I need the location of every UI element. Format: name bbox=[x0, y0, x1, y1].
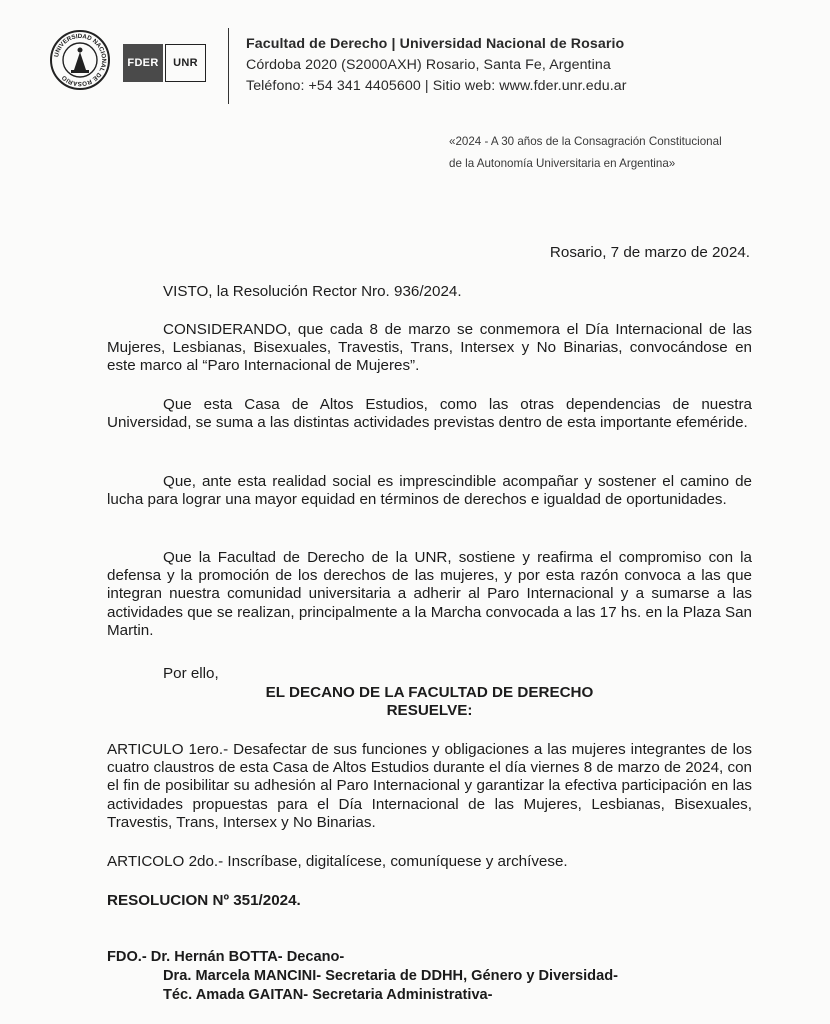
svg-text:UNIVERSIDAD NACIONAL DE ROSARI: UNIVERSIDAD NACIONAL DE ROSARIO bbox=[53, 32, 108, 88]
header-divider bbox=[228, 28, 229, 104]
header-contact: Teléfono: +54 341 4405600 | Sitio web: www.fder.unr.edu.ar bbox=[246, 78, 627, 94]
articulo-2: ARTICOLO 2do.- Inscríbase, digitalícese, comuníquese y archívese. bbox=[107, 853, 568, 870]
motto-line-2: de la Autonomía Universitaria en Argentina» bbox=[449, 157, 676, 170]
paragraph-3: Que, ante esta realidad social es imprescindible acompañar y sostener el camino de lucha para lograr una mayor equidad en términos de derechos e igualdad de oportunidades. bbox=[107, 473, 752, 509]
por-ello: Por ello, bbox=[163, 665, 219, 682]
unr-logo: UNR bbox=[165, 44, 206, 82]
header-institution: Facultad de Derecho | Universidad Nacional de Rosario bbox=[246, 36, 625, 52]
considerando-paragraph: CONSIDERANDO, que cada 8 de marzo se conmemora el Día Internacional de las Mujeres, Lesbianas, Bisexuales, Travestis, Trans, Intersex y No Binarias, convocándose en este marco al “Paro Internacional de Mujeres”. bbox=[107, 321, 752, 375]
signature-secretaria-administrativa: Téc. Amada GAITAN- Secretaria Administrativa- bbox=[163, 987, 493, 1003]
header-address: Córdoba 2020 (S2000AXH) Rosario, Santa Fe, Argentina bbox=[246, 57, 611, 73]
resolucion-number: RESOLUCION Nº 351/2024. bbox=[107, 892, 301, 909]
resuelve-heading: RESUELVE: bbox=[386, 702, 473, 719]
decano-title: EL DECANO DE LA FACULTAD DE DERECHO bbox=[265, 684, 594, 701]
paragraph-4: Que la Facultad de Derecho de la UNR, sostiene y reafirma el compromiso con la defensa y la promoción de los derechos de las mujeres, y por esta razón convoca a las que integran nuestra comunidad universitaria a adherir al Paro Internacional y a sumarse a las actividades que se realizan, principalmente a la Marcha convocada a las 17 hs. en la Plaza San Martin. bbox=[107, 549, 752, 639]
document-date: Rosario, 7 de marzo de 2024. bbox=[549, 244, 750, 261]
signature-secretaria-ddhh: Dra. Marcela MANCINI- Secretaria de DDHH, Género y Diversidad- bbox=[163, 968, 618, 984]
fder-logo: FDER bbox=[123, 44, 163, 82]
university-seal-logo bbox=[50, 30, 110, 90]
signature-decano: FDO.- Dr. Hernán BOTTA- Decano- bbox=[107, 949, 345, 965]
paragraph-2: Que esta Casa de Altos Estudios, como las otras dependencias de nuestra Universidad, se suma a las distintas actividades previstas dentro de esta importante efeméride. bbox=[107, 396, 752, 432]
motto-line-1: «2024 - A 30 años de la Consagración Constitucional bbox=[449, 135, 722, 148]
articulo-1: ARTICULO 1ero.- Desafectar de sus funciones y obligaciones a las mujeres integrantes de los cuatro claustros de esta Casa de Altos Estudios durante el día viernes 8 de marzo de 2024, con el fin de posibilitar su adhesión al Paro Internacional y garantizar la efectiva participación en las actividades propuestas para el Día Internacional de las Mujeres, Lesbianas, Bisexuales, Travestis, Trans, Intersex y No Binarias. bbox=[107, 741, 752, 831]
visto-paragraph: VISTO, la Resolución Rector Nro. 936/2024. bbox=[163, 283, 462, 300]
